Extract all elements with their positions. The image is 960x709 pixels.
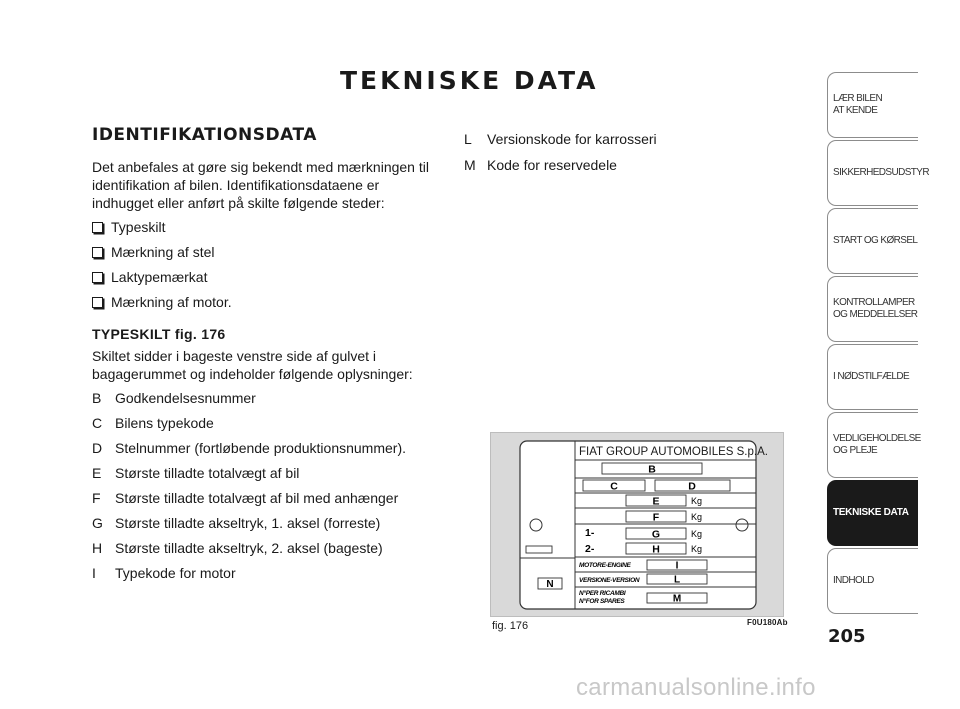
sidebar-tab-kontrollamper[interactable]	[827, 276, 918, 342]
location-item-text: Mærkning af stel	[111, 244, 215, 260]
sidebar-tab-start-og-korsel[interactable]	[827, 208, 918, 274]
list-item-text: Bilens typekode	[115, 415, 214, 431]
location-item	[92, 218, 437, 236]
list-item-key: F	[92, 490, 101, 506]
sidebar-tab-indhold[interactable]	[827, 548, 918, 614]
list-item-text: Stelnummer (fortløbende produktionsnummer).	[115, 440, 407, 456]
location-item-text: Laktypemærkat	[111, 269, 208, 285]
plate-engine-label: MOTORE-ENGINE	[579, 562, 631, 569]
plate-field-list	[92, 389, 437, 582]
plate-kg-g: Kg	[691, 529, 703, 539]
location-item-text: Mærkning af motor.	[111, 294, 232, 310]
checkbox-icon	[92, 272, 103, 283]
plate-label-g: G	[651, 528, 661, 541]
list-item-text: Største tilladte akseltryk, 1. aksel (forreste)	[115, 515, 381, 531]
left-column	[92, 126, 437, 589]
list-item	[92, 464, 437, 482]
list-item-key: B	[92, 390, 102, 406]
list-item-text: Typekode for motor	[115, 565, 236, 581]
list-item-key: E	[92, 465, 102, 481]
sidebar-tab-laer-bilen[interactable]	[827, 72, 918, 138]
plate-label-d: D	[688, 480, 696, 493]
plate-kg-e: Kg	[691, 496, 703, 506]
rivet-left-icon	[530, 519, 542, 531]
list-item-key: H	[92, 540, 103, 556]
list-item	[92, 389, 437, 407]
list-item-key: I	[92, 565, 96, 581]
list-item	[92, 539, 437, 557]
plate-label-b: B	[648, 463, 656, 476]
list-item-text: Største tilladte akseltryk, 2. aksel (bageste)	[115, 540, 383, 556]
plate-version-label: VERSIONE-VERSION	[579, 577, 640, 584]
list-item	[92, 439, 437, 457]
list-item	[464, 130, 657, 148]
location-item	[92, 293, 437, 311]
list-item-text: Versionskode for karrosseri	[487, 131, 657, 147]
plate-label-i: I	[675, 560, 679, 572]
list-item-key: D	[92, 440, 103, 456]
sidebar-tab-label: VEDLIGEHOLDELSE OG PLEJE	[833, 433, 921, 456]
plate-axle-1: 1-	[585, 527, 595, 539]
typeskilt-heading: TYPESKILT fig. 176	[92, 326, 226, 342]
sidebar-tab-label: INDHOLD	[833, 575, 874, 586]
plate-label-e: E	[652, 495, 660, 508]
sidebar-tab-sikkerhedsudstyr[interactable]	[827, 140, 929, 206]
checkbox-icon	[92, 297, 103, 308]
list-item	[92, 414, 437, 432]
sidebar-tab-label: LÆR BILEN AT KENDE	[833, 93, 883, 116]
plate-axle-2: 2-	[585, 543, 595, 555]
checkbox-icon	[92, 222, 103, 233]
plate-label-n: N	[546, 579, 554, 590]
plate-label-l: L	[673, 574, 681, 586]
sidebar-tab-label: I NØDSTILFÆLDE	[833, 371, 910, 382]
list-item-text: Godkendelsesnummer	[115, 390, 256, 406]
plate-kg-f: Kg	[691, 512, 703, 522]
page-number: 205	[828, 626, 866, 647]
sidebar-tab-label: START OG KØRSEL	[833, 235, 918, 246]
list-item-key: L	[464, 131, 472, 147]
list-item	[92, 564, 437, 582]
list-item-text: Kode for reservedele	[487, 157, 617, 173]
page-title: TEKNISKE DATA	[340, 66, 599, 95]
location-item-text: Typeskilt	[111, 219, 166, 235]
sidebar-tab-label: TEKNISKE DATA	[833, 507, 909, 518]
list-item	[92, 489, 437, 507]
figure-frame	[490, 432, 784, 617]
list-item	[464, 156, 657, 174]
list-item-key: G	[92, 515, 103, 531]
sidebar-tab-tekniske-data[interactable]	[827, 480, 918, 546]
plate-label-m: M	[672, 593, 682, 605]
sidebar-tab-label: SIKKERHEDSUDSTYR	[833, 167, 929, 178]
plate-spares-label-1: N°PER RICAMBI	[579, 590, 626, 597]
section-title: IDENTIFIKATIONSDATA	[92, 125, 317, 145]
checkbox-icon	[92, 247, 103, 258]
identification-plate-illustration	[491, 433, 783, 616]
location-item	[92, 243, 437, 261]
plate-spares-label-2: N°FOR SPARES	[579, 598, 625, 605]
plate-label-h: H	[652, 543, 660, 556]
list-item-key: M	[464, 157, 476, 173]
plate-label-c: C	[610, 480, 618, 493]
figure-caption: fig. 176	[492, 620, 529, 632]
rivet-right-icon	[736, 519, 748, 531]
figure-code: F0U180Ab	[747, 618, 788, 627]
location-item	[92, 268, 437, 286]
sidebar-tab-label: KONTROLLAMPER OG MEDDELELSER	[833, 297, 918, 320]
sidebar-tab-vedligeholdelse[interactable]	[827, 412, 921, 478]
plate-small-rect	[526, 546, 552, 553]
list-item-key: C	[92, 415, 103, 431]
sidebar-tab-nodstilfaelde[interactable]	[827, 344, 918, 410]
plate-company: FIAT GROUP AUTOMOBILES S.p.A.	[579, 446, 768, 458]
typeskilt-description: Skiltet sidder i bageste venstre side af gulvet i bagagerummet og indeholder følgende oplysninger:	[92, 348, 413, 382]
right-column	[464, 130, 657, 182]
intro-text: Det anbefales at gøre sig bekendt med mærkningen til identifikation af bilen. Identifikationsdataene er indhugget eller anført på skilte følgende steder:	[92, 159, 429, 211]
list-item	[92, 514, 437, 532]
plate-kg-h: Kg	[691, 544, 703, 554]
location-list	[92, 218, 437, 311]
plate-label-f: F	[652, 511, 660, 524]
list-item-text: Største tilladte totalvægt af bil	[115, 465, 300, 481]
watermark: carmanualsonline.info	[576, 674, 816, 701]
list-item-text: Største tilladte totalvægt af bil med anhænger	[115, 490, 399, 506]
